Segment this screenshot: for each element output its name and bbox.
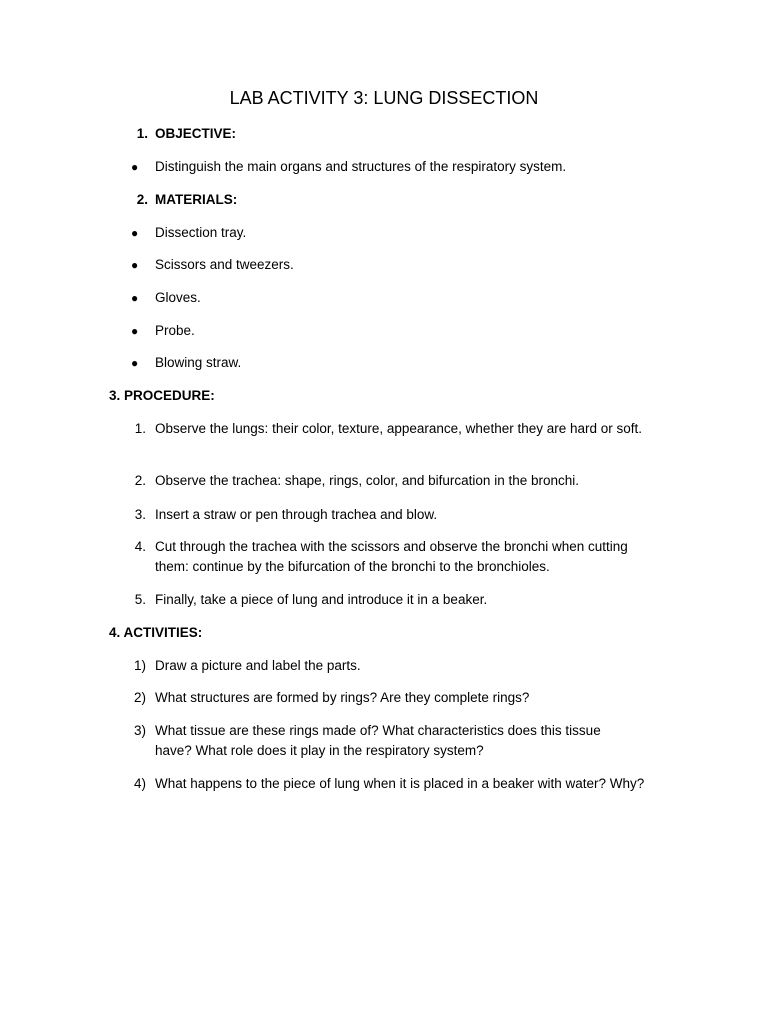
section-heading: 3. PROCEDURE: — [109, 388, 215, 403]
bullet-marker: ● — [131, 291, 139, 305]
bullet-marker: ● — [131, 324, 139, 338]
activity-question: What tissue are these rings made of? What characteristics does this tissue have? What role does it play in the respiratory system? — [155, 723, 601, 758]
procedure-step: Cut through the trachea with the scissors and observe the bronchi when cutting them: continue by the bifurcation of the bronchi to the bronchioles. — [155, 539, 628, 574]
section-heading: MATERIALS: — [155, 192, 238, 207]
bullet-marker: ● — [131, 226, 139, 240]
procedure-step: Observe the trachea: shape, rings, color, and bifurcation in the bronchi. — [155, 473, 579, 488]
step-number: 1. — [134, 421, 146, 436]
bullet-marker: ● — [131, 258, 139, 272]
activity-number: 3) — [133, 723, 146, 738]
activity-number: 2) — [133, 690, 146, 705]
procedure-step: Insert a straw or pen through trachea and blow. — [155, 507, 438, 522]
activity-question: Draw a picture and label the parts. — [155, 658, 361, 673]
bullet-marker: ● — [131, 356, 139, 370]
list-item: Scissors and tweezers. — [155, 257, 294, 272]
list-item: Blowing straw. — [155, 355, 242, 370]
activity-number: 1) — [133, 658, 146, 673]
list-item: Probe. — [155, 323, 195, 338]
list-item: Gloves. — [155, 290, 201, 305]
step-number: 5. — [134, 592, 146, 607]
section-heading: OBJECTIVE: — [155, 126, 237, 141]
list-item: Distinguish the main organs and structures of the respiratory system. — [155, 159, 567, 174]
section-number: 1. — [136, 126, 148, 141]
step-number: 4. — [134, 539, 146, 554]
procedure-step: Observe the lungs: their color, texture, appearance, whether they are hard or soft. — [155, 421, 643, 436]
activity-question: What structures are formed by rings? Are they complete rings? — [155, 690, 530, 705]
step-number: 2. — [134, 473, 146, 488]
procedure-step: Finally, take a piece of lung and introduce it in a beaker. — [155, 592, 488, 607]
step-number: 3. — [134, 507, 146, 522]
activity-number: 4) — [133, 776, 146, 791]
section-heading: 4. ACTIVITIES: — [109, 625, 203, 640]
page-title: LAB ACTIVITY 3: LUNG DISSECTION — [229, 88, 539, 108]
activity-question: What happens to the piece of lung when it is placed in a beaker with water? Why? — [155, 776, 645, 791]
list-item: Dissection tray. — [155, 225, 247, 240]
bullet-marker: ● — [131, 160, 139, 174]
section-number: 2. — [136, 192, 148, 207]
